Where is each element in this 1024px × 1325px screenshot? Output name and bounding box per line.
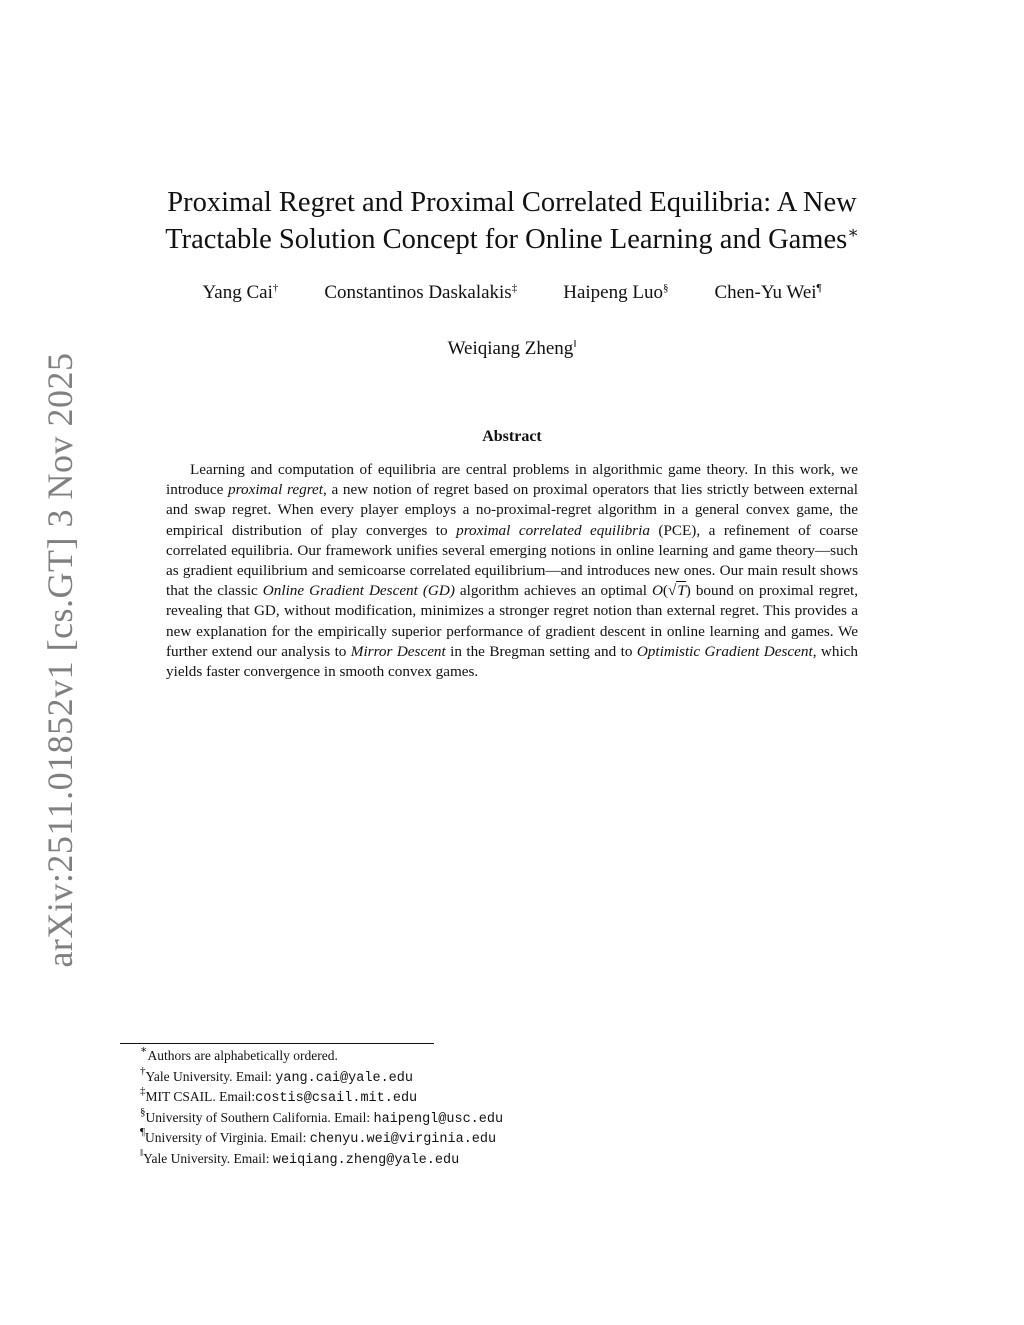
email-address: weiqiang.zheng@yale.edu — [272, 1152, 460, 1168]
author-list-row-2 — [140, 338, 884, 360]
abstract-heading: Abstract — [482, 428, 542, 445]
arxiv-identifier-stamp: arXiv:2511.01852v1 [cs.GT] 3 Nov 2025 — [40, 352, 80, 968]
footnote: ‡MIT CSAIL. Email:costis@csail.mit.edu — [140, 1085, 418, 1107]
footnote: †Yale University. Email: yang.cai@yale.edu — [140, 1064, 413, 1086]
author-footnote-mark: § — [662, 282, 669, 294]
footnotes — [140, 1044, 504, 1171]
paper-title — [130, 184, 894, 258]
footnote-separator — [120, 1043, 434, 1044]
title-line-1: Proximal Regret and Proximal Correlated Equilibria: A New — [167, 187, 857, 218]
footnote: ¶University of Virginia. Email: chenyu.wei@virginia.edu — [140, 1126, 497, 1148]
emphasis: Online Gradient Descent (GD) — [262, 582, 455, 600]
author-footnote-mark: ‡ — [511, 282, 518, 294]
emphasis: Optimistic Gradient Descent — [636, 642, 813, 660]
email-address: yang.cai@yale.edu — [275, 1070, 413, 1086]
author: Chen-Yu Wei¶ — [714, 282, 822, 303]
emphasis: proximal regret — [228, 481, 323, 499]
author-footnote-mark: ¶ — [816, 282, 822, 294]
author: Yang Cai† — [202, 282, 279, 303]
footnote: §University of Southern California. Email: haipengl@usc.edu — [140, 1105, 504, 1127]
emphasis: Mirror Descent — [350, 642, 446, 660]
email-address: costis@csail.mit.edu — [255, 1091, 418, 1107]
author: Haipeng Luo§ — [563, 282, 669, 303]
abstract-body: Learning and computation of equilibria are central problems in algorithmic game theory. In this work, we introduce proximal regret, a new notion of regret based on proximal operators that lies strictly between external and swap regret. When every player employs a no-proximal-regret algorithm in a general convex game, the empirical distribution of play converges to proximal correlated equilibria (PCE), a refinement of coarse correlated equilibria. Our framework unifies several emerging notions in online learning and game theory—such as gradient equilibrium and semicoarse correlated equilibrium—and introduces new ones. Our main result shows that the classic Online Gradient Descent (GD) algorithm achieves an optimal O(√T) bound on proximal regret, revealing that GD, without modification, minimizes a stronger regret notion than external regret. This provides a new explanation for the empirically superior performance of gradient descent in online learning and games. We further extend our analysis to Mirror Descent in the Bregman setting and to Optimistic Gradient Descent, which yields faster convergence in smooth convex games. — [166, 461, 859, 681]
author: Constantinos Daskalakis‡ — [324, 282, 518, 303]
author-list — [140, 282, 884, 304]
footnote: ∗Authors are alphabetically ordered. — [140, 1044, 338, 1063]
title-line-2: Tractable Solution Concept for Online Learning and Games — [165, 224, 848, 255]
author: Weiqiang Zheng‖ — [447, 338, 577, 359]
title-footnote-mark: ∗ — [847, 223, 859, 242]
big-o-sqrt-t-formula: O(√T) — [651, 582, 691, 600]
email-address: haipengl@usc.edu — [373, 1111, 504, 1127]
emphasis: proximal correlated equilibria — [456, 521, 650, 539]
author-footnote-mark: ‖ — [573, 338, 577, 350]
author-footnote-mark: † — [272, 282, 279, 294]
footnote: ‖Yale University. Email: weiqiang.zheng@yale.edu — [140, 1146, 460, 1168]
email-address: chenyu.wei@virginia.edu — [309, 1132, 497, 1148]
